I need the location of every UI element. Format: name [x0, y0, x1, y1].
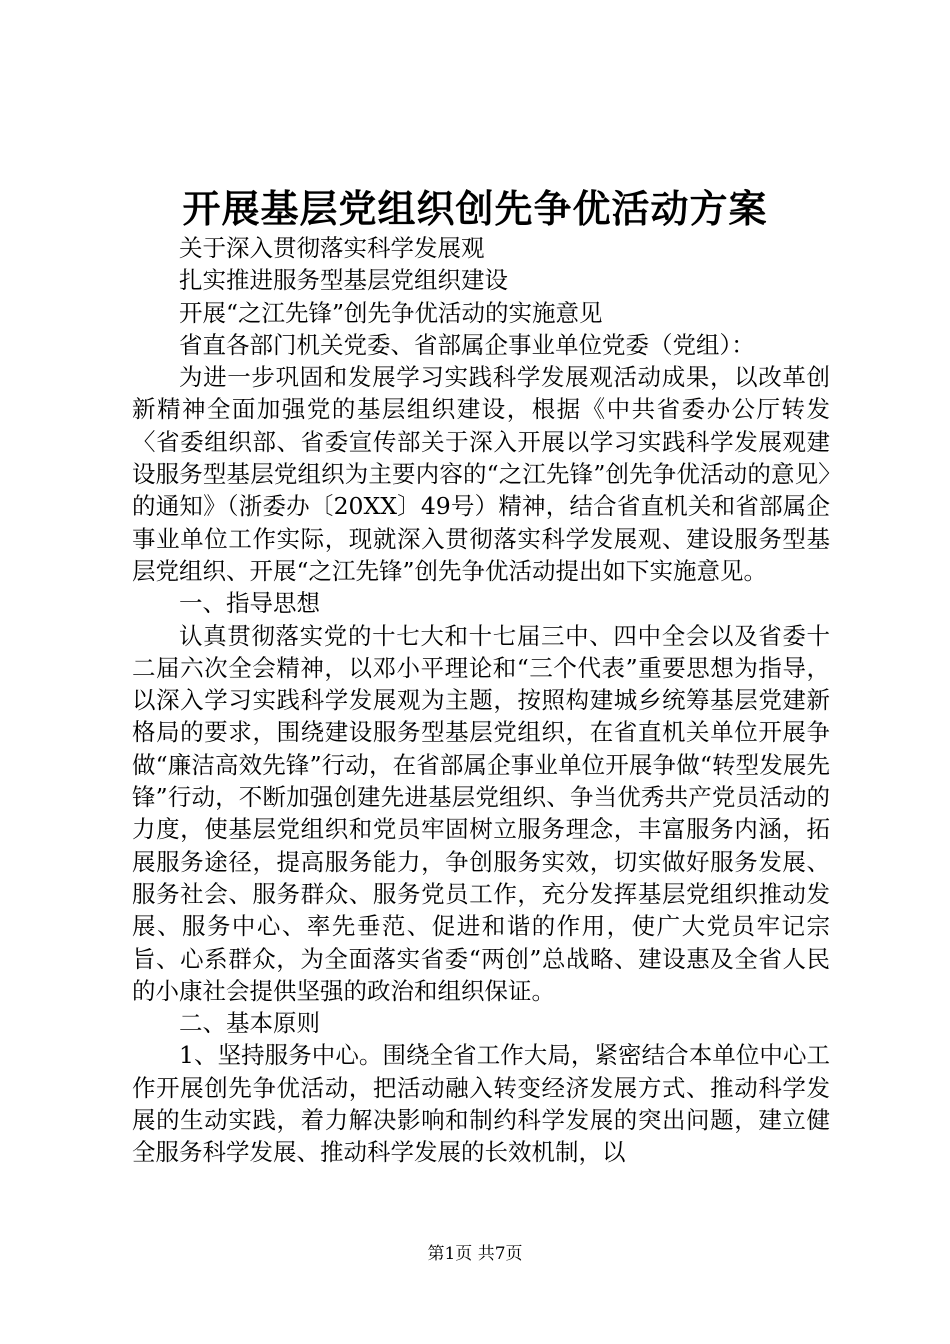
subtitle-line-1: 关于深入贯彻落实科学发展观	[179, 234, 485, 262]
salutation: 省直各部门机关党委、省部属企事业单位党委（党组）：	[179, 330, 755, 359]
guiding-ideology-paragraph: 认真贯彻落实党的十七大和十七届三中、四中全会以及省委十二届六次全会精神，以邓小平理论和“三个代表”重要思想为指导，以深入学习实践科学发展观为主题，按照构建城乡统筹基层党建新格局的要求，围绕建设服务型基层党组织，在省直机关单位开展争做“廉洁高效先锋”行动，在省部属企事业单位开展争做“转型发展先锋”行动，不断加强创建先进基层党组织、争当优秀共产党员活动的力度，使基层党组织和党员牢固树立服务理念，丰富服务内涵，拓展服务途径，提高服务能力，争创服务实效，切实做好服务发展、服务社会、服务群众、服务党员工作，充分发挥基层党组织推动发展、服务中心、率先垂范、促进和谐的作用，使广大党员牢记宗旨、心系群众，为全面落实省委“两创”总战略、建设惠及全省人民的小康社会提供坚强的政治和组织保证。	[132, 621, 830, 1005]
document-title: 开展基层党组织创先争优活动方案	[182, 186, 768, 231]
principle-1-paragraph: 1、坚持服务中心。围绕全省工作大局，紧密结合本单位中心工作开展创先争优活动，把活动融入转变经济发展方式、推动科学发展的生动实践，着力解决影响和制约科学发展的突出问题，建立健全服务科学发展、推动科学发展的长效机制，以	[132, 1041, 830, 1167]
subtitle-line-3: 开展“之江先锋”创先争优活动的实施意见	[179, 298, 603, 327]
intro-paragraph: 为进一步巩固和发展学习实践科学发展观活动成果，以改革创新精神全面加强党的基层组织建设，根据《中共省委办公厅转发〈省委组织部、省委宣传部关于深入开展以学习实践科学发展观建设服务型基层党组织为主要内容的“之江先锋”创先争优活动的意见〉的通知》（浙委办〔20XX〕49号）精神，结合省直机关和省部属企事业单位工作实际，现就深入贯彻落实科学发展观、建设服务型基层党组织、开展“之江先锋”创先争优活动提出如下实施意见。	[132, 363, 830, 585]
document-body	[132, 232, 830, 1169]
section-heading-1: 一、指导思想	[179, 589, 320, 618]
subtitle-line-2: 扎实推进服务型基层党组织建设	[179, 266, 508, 295]
page-footer: 第1页 共7页	[427, 1244, 523, 1264]
section-heading-2: 二、基本原则	[179, 1009, 320, 1038]
